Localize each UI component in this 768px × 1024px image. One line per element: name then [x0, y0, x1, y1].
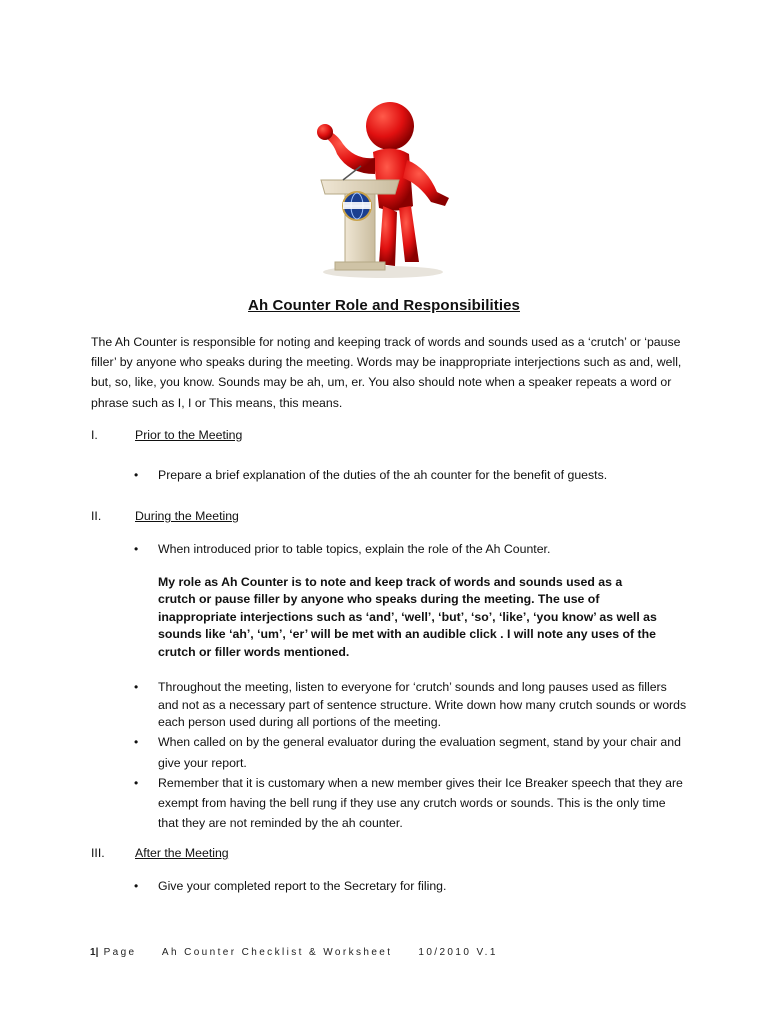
bullet-icon: • [134, 735, 139, 749]
ah-counter-script: My role as Ah Counter is to note and keep track of words and sounds used as a crutch or pause filler by anyone who speaks during the meeting. The use of inappropriate interjections such as ‘and’, ‘well’, ‘but’, ‘so’, ‘like’, ‘you know’ as well as sounds like ‘ah’, ‘um’, ‘er’ will be met with an audible click . I will note any uses of the crutch or filler words mentioned. [158, 575, 657, 659]
red-speaker-icon [303, 96, 465, 280]
bullet-icon: • [134, 542, 139, 556]
list-item-text: Prepare a brief explanation of the duties of the ah counter for the benefit of guests. [158, 468, 608, 482]
bullet-icon: • [134, 468, 139, 482]
intro-paragraph: The Ah Counter is responsible for noting and keeping track of words and sounds used as a ‘crutch’ or ‘pause filler’ by anyone who speaks during the meeting. Words may be inappropriate interjections such as and, well, but, so, like, you know. Sounds may be ah, um, er. You also should note when a speaker repeats a word or phrase such as I, I or This means, this means. [91, 335, 682, 410]
list-item-text: Remember that it is customary when a new member gives their Ice Breaker speech that they are exempt from having the bell rung if they use any crutch words or sounds. This is the only time that they are not reminded by the ah counter. [158, 776, 683, 830]
section-heading: During the Meeting [135, 509, 239, 523]
list-item-text: Throughout the meeting, listen to everyone for ‘crutch’ sounds and long pauses used as fillers and not as a necessary part of sentence structure. Write down how many crutch sounds or words each person used during all portions of the meeting. [158, 680, 687, 730]
section-number: III. [91, 846, 105, 860]
section-number: I. [91, 428, 98, 442]
list-item-text: When called on by the general evaluator during the evaluation segment, stand by your chair and give your report. [158, 735, 681, 770]
page-number: 1 [90, 947, 96, 958]
toastmasters-globe-emblem-icon [343, 192, 371, 220]
speaker-at-podium-illustration [303, 96, 465, 280]
footer-doc-name: Ah Counter Checklist & Worksheet [161, 947, 393, 958]
section-heading: After the Meeting [135, 846, 229, 860]
bullet-icon: • [134, 680, 139, 694]
bullet-icon: • [134, 776, 139, 790]
page-footer [90, 947, 498, 958]
list-item-text: When introduced prior to table topics, explain the role of the Ah Counter. [158, 542, 551, 556]
page-title: Ah Counter Role and Responsibilities [248, 297, 520, 314]
footer-version: 10/2010 V.1 [418, 947, 498, 958]
footer-separator: | [95, 947, 99, 958]
page-label: Page [103, 947, 137, 958]
section-heading: Prior to the Meeting [135, 428, 243, 442]
section-number: II. [91, 509, 102, 523]
list-item-text: Give your completed report to the Secretary for filing. [158, 879, 447, 893]
bullet-icon: • [134, 879, 139, 893]
